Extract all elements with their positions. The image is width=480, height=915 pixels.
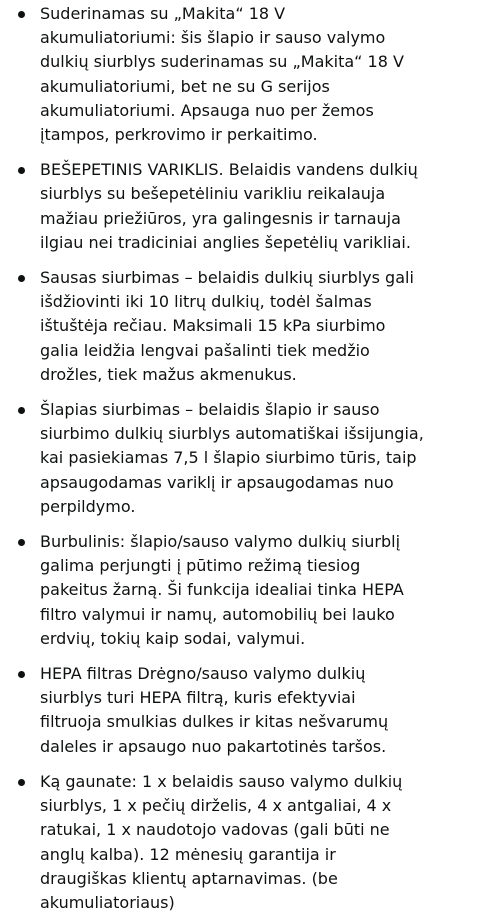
- bullet-dot-icon: [18, 407, 25, 414]
- bullet-item-compatibility: [14, 2, 462, 147]
- bullet-dot-icon: [18, 11, 25, 18]
- bullet-text: Ką gaunate: 1 x belaidis sauso valymo dulkių siurblys, 1 x pečių dirželis, 4 x antgaliai, 4 x ratukai, 1 x naudotojo vadovas (gali būti ne anglų kalba). 12 mėnesių garantija ir draugiškas klientų aptarnavimas. (be akumuliatoriaus): [40, 771, 403, 912]
- bullet-item-brushless-motor: [14, 158, 462, 255]
- bullet-dot-icon: [18, 275, 25, 282]
- bullet-text: Šlapias siurbimas – belaidis šlapio ir sauso siurbimo dulkių siurblys automatiškai išsijungia, kai pasiekiamas 7,5 l šlapio siurbimo tūris, taip apsaugodamas variklį ir apsaugodamas nuo perpildymo.: [40, 400, 424, 516]
- bullet-dot-icon: [18, 539, 25, 546]
- bullet-item-package-contents: [14, 770, 462, 915]
- bullet-text: Burbulinis: šlapio/sauso valymo dulkių siurblį galima perjungti į pūtimo režimą tiesiog pakeitus žarną. Ši funkcija idealiai tinka HEPA filtro valymui ir namų, automobilių bei lauko erdvių, tokių kaip sodai, valymui.: [40, 532, 404, 648]
- bullet-text: Sausas siurbimas – belaidis dulkių siurblys gali išdžiovinti iki 10 litrų dulkių, todėl šalmas ištuštėja rečiau. Maksimali 15 kPa siurbimo galia leidžia lengvai pašalinti tiek medžio drožles, tiek mažus akmenukus.: [40, 268, 414, 384]
- bullet-text: BEŠEPETINIS VARIKLIS. Belaidis vandens dulkių siurblys su bešepetėliniu varikliu reikalauja mažiau priežiūros, yra galingesnis ir tarnauja ilgiau nei tradiciniai anglies šepetėlių varikliai.: [40, 160, 418, 252]
- bullet-item-wet-suction: [14, 398, 462, 519]
- bullet-dot-icon: [18, 671, 25, 678]
- bullet-item-blower: [14, 530, 462, 651]
- bullet-dot-icon: [18, 779, 25, 786]
- bullet-item-dry-suction: [14, 266, 462, 387]
- feature-bullet-list: [14, 2, 462, 915]
- bullet-dot-icon: [18, 167, 25, 174]
- bullet-item-hepa-filter: [14, 662, 462, 759]
- bullet-text: HEPA filtras Drėgno/sauso valymo dulkių siurblys turi HEPA filtrą, kuris efektyviai filtruoja smulkias dulkes ir kitas nešvarumų daleles ir apsaugo nuo pakartotinės taršos.: [40, 664, 389, 756]
- bullet-text: Suderinamas su „Makita“ 18 V akumuliatoriumi: šis šlapio ir sauso valymo dulkių siurblys suderinamas su „Makita“ 18 V akumuliatoriumi, bet ne su G serijos akumuliatoriumi. Apsauga nuo per žemos įtampos, perkrovimo ir perkaitimo.: [40, 4, 404, 145]
